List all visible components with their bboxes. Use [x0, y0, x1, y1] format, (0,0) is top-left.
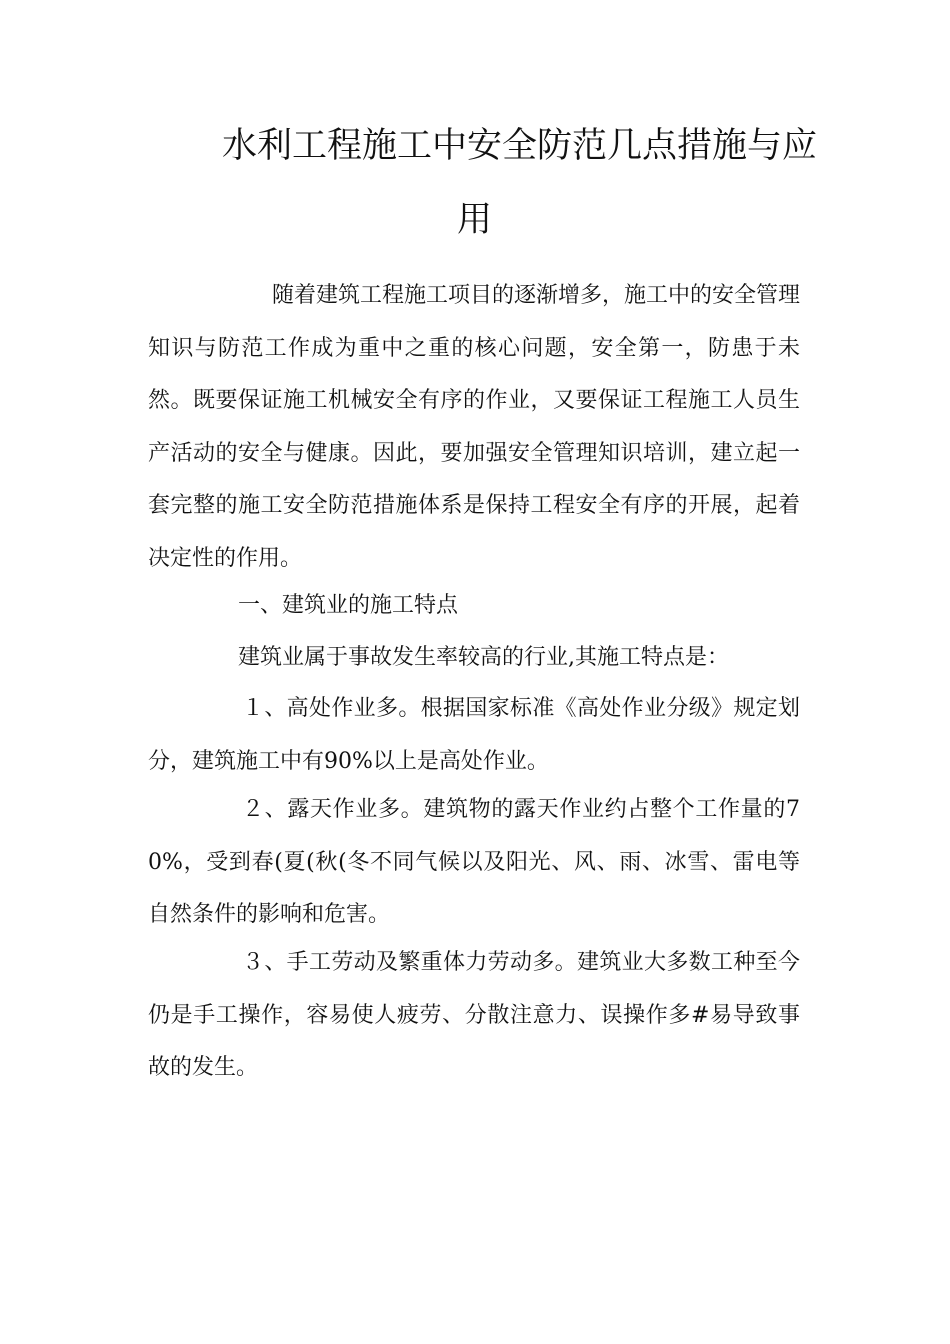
section-heading-1: 一、建筑业的施工特点 — [238, 593, 459, 618]
list-item-1: １、高处作业多。根据国家标准《高处作业分级》规定划分，建筑施工中有90%以上是高处作业。 — [148, 696, 800, 774]
section-lead-paragraph: 建筑业属于事故发生率较高的行业,其施工特点是： — [238, 645, 729, 670]
list-item-2: ２、露天作业多。建筑物的露天作业约占整个工作量的70%，受到春(夏(秋(冬不同气候以及阳光、风、雨、冰雪、雷电等自然条件的影响和危害。 — [148, 797, 800, 927]
document-title-line-2: 用 — [457, 200, 493, 240]
list-item-3: ３、手工劳动及繁重体力劳动多。建筑业大多数工种至今仍是手工操作，容易使人疲劳、分散注意力、误操作多#易导致事故的发生。 — [148, 950, 800, 1080]
intro-paragraph: 随着建筑工程施工项目的逐渐增多，施工中的安全管理知识与防范工作成为重中之重的核心问题，安全第一，防患于未然。既要保证施工机械安全有序的作业，又要保证工程施工人员生产活动的安全与健康。因此，要加强安全管理知识培训，建立起一套完整的施工安全防范措施体系是保持工程安全有序的开展，起着决定性的作用。 — [148, 283, 801, 571]
document-title-line-1: 水利工程施工中安全防范几点措施与应 — [222, 126, 818, 166]
